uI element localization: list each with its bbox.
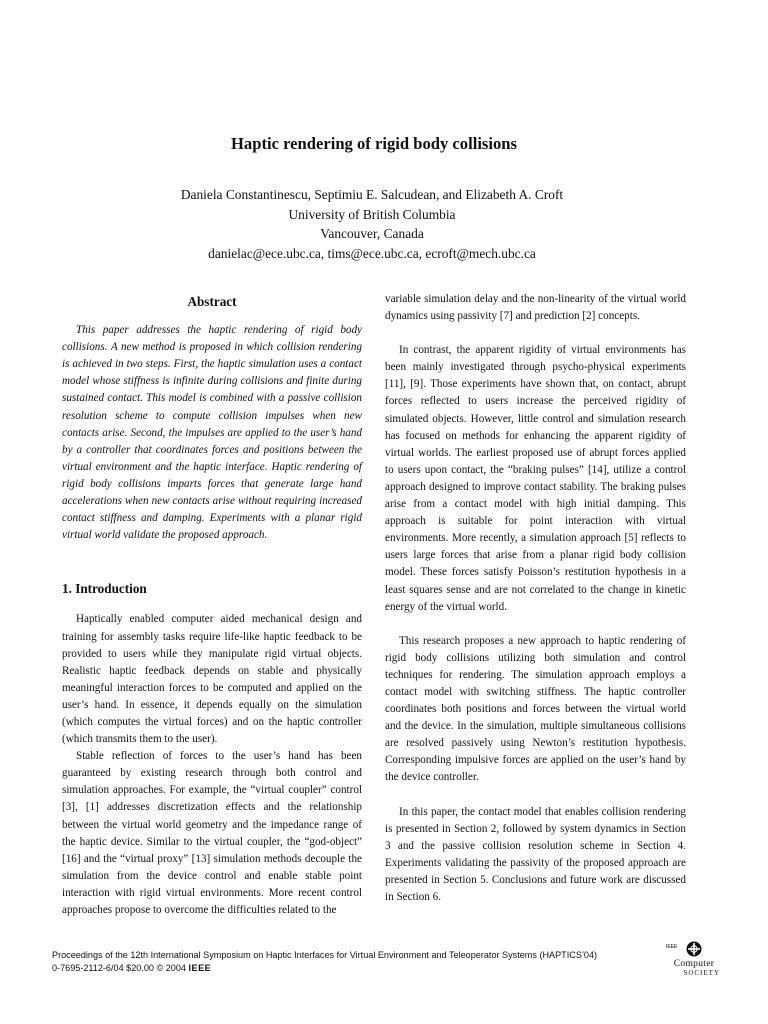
logo-computer: Computer (673, 959, 715, 969)
page-footer (52, 949, 662, 976)
intro-paragraph-5: In this paper, the contact model that enables collision rendering is presented in Section 2, followed by system dynamics in Section 3 and the passive collision resolution scheme in Section 4. Experiments validating the passivity of the proposed approach are presented in Section 5. Conclusions and future work are discussed in Section 6. (385, 805, 686, 903)
footer-proceedings: Proceedings of the 12th International Symposium on Haptic Interfaces for Virtual Environment and Teleoperator Systems (HAPTICS’04) (52, 950, 598, 960)
intro-paragraph-4: This research proposes a new approach to haptic rendering of rigid body collisions utilizing both simulation and control techniques for rendering. The simulation approach employs a contact model with switching stiffness. The haptic controller coordinates both positions and forces between the virtual world and the device. In the simulation, multiple simultaneous collisions are resolved passively using Newton’s restitution hypothesis. Corresponding impulsive forces are applied on the user’s hand by the device controller. (385, 634, 686, 784)
author-names: Daniela Constantinescu, Septimiu E. Salcudean, and Elizabeth A. Croft (180, 187, 564, 202)
intro-paragraph-2-continued: variable simulation delay and the non-linearity of the virtual world dynamics using passivity [7] and prediction [2] concepts. (385, 293, 686, 323)
affiliation: University of British Columbia (288, 206, 456, 222)
abstract-heading: Abstract (187, 294, 237, 309)
location: Vancouver, Canada (320, 226, 424, 241)
intro-paragraph-3: In contrast, the apparent rigidity of virtual environments has been mainly investigated through psycho-physical experiments [11], [9]. Those experiments have shown that, on contact, abrupt forces reflected to users increase the perceived rigidity of simulated objects. However, little control and simulation research has focused on methods for enhancing the apparent rigidity of virtual worlds. The earliest proposed use of abrupt forces applied to users upon contact, the “braking pulses” [14], utilize a control approach designed to improve contact stability. The braking pulses arise from a contact model with high initial damping. This approach is suitable for point interaction with virtual environments. More recently, a simulation approach [5] reflects to users large forces that arise from a planar rigid body collision model. These forces satisfy Poisson’s restitution hypothesis in a least squares sense and are not correlated to the change in kinetic energy of the virtual world. (385, 344, 686, 613)
paragraph-gap (385, 616, 686, 633)
intro-paragraph-2 (62, 748, 362, 919)
intro-paragraph-2-text: Stable reflection of forces to the user’s hand has been guaranteed by existing research through both control and simulation approaches. For example, the “virtual coupler” control [3], [1] addresses discretization effects and the relationship between the virtual world geometry and the impedance range of the haptic device. Similar to the virtual coupler, the “god-object” [16] and the “virtual proxy” [13] simulation methods decouple the simulation from the device control and enable stable point interaction with rigid virtual environments. More recent control approaches propose to overcome the difficulties related to the (62, 750, 362, 916)
logo-tiny-text: IEEE (666, 944, 678, 950)
left-column (62, 291, 362, 919)
introduction-heading: 1. Introduction (62, 581, 147, 597)
abstract-text: This paper addresses the haptic rendering of rigid body collisions. A new method is proposed in which collision rendering is achieved in two steps. First, the haptic simulation uses a contact model whose stiffness is infinite during collisions and finite during sustained contact. This model is combined with a passive collision resolution scheme to compute collision impulses when new contacts arise. Second, the impulses are applied to the user’s hand by a controller that coordinates forces and positions between the virtual environment and the haptic interface. Haptic rendering of rigid body collisions imparts forces that generate large hand accelerations when new contacts arise without requiring increased contact stiffness and damping. Experiments with a planar rigid virtual world validate the proposed approach. (62, 324, 362, 542)
author-block (0, 185, 744, 263)
footer-copyright (52, 962, 662, 975)
right-column (385, 291, 686, 906)
ieee-emblem-icon (664, 940, 724, 958)
logo-society: SOCIETY (683, 969, 720, 977)
computer-society-logo (660, 940, 728, 984)
ieee-mark: IEEE (188, 963, 212, 974)
paragraph-gap (385, 325, 686, 342)
intro-paragraph-1: Haptically enabled computer aided mechanical design and training for assembly tasks require life-like haptic feedback to be provided to users while they manipulate rigid virtual objects. Realistic haptic feedback depends on stable and physically meaningful interaction forces to be computed and applied on the user’s hand. In essence, it depends equally on the simulation (which computes the virtual forces) and on the haptic controller (which transmits them to the user). (62, 613, 362, 746)
author-emails: danielac@ece.ubc.ca, tims@ece.ubc.ca, ecroft@mech.ubc.ca (208, 245, 536, 261)
footer-isbn: 0-7695-2112-6/04 $20.00 © 2004 (52, 963, 186, 974)
paper-title: Haptic rendering of rigid body collisions (231, 134, 517, 153)
paragraph-gap (385, 787, 686, 804)
